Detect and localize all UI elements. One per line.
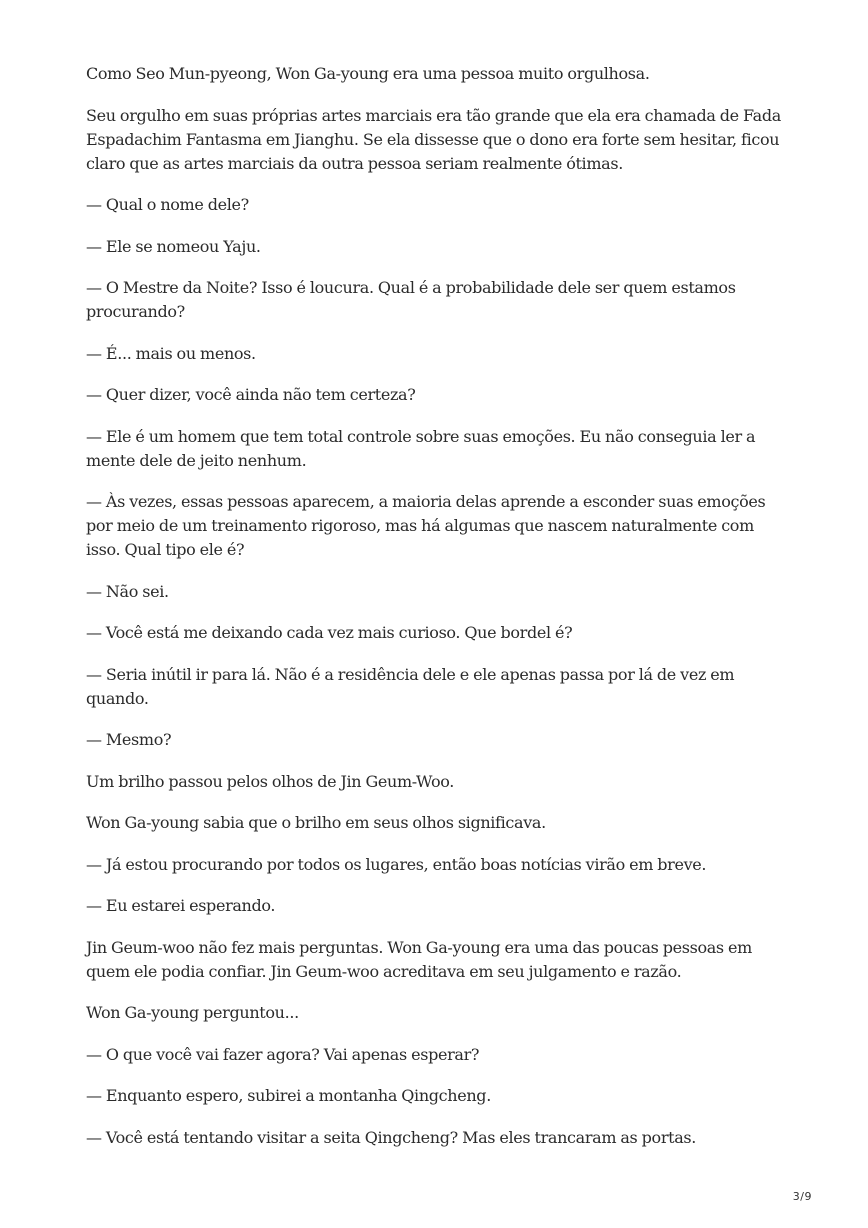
paragraph: — Mesmo? (86, 730, 172, 749)
paragraph: — Às vezes, essas pessoas aparecem, a maioria delas aprende a esconder suas emoções por meio de um treinamento rigoroso, mas há algumas que nascem naturalmente com isso. Qual tipo ele é? (86, 492, 766, 559)
paragraph: Seu orgulho em suas próprias artes marciais era tão grande que ela era chamada de Fada Espadachim Fantasma em Jianghu. Se ela dissesse que o dono era forte sem hesitar, ficou claro que as artes marciais da outra pessoa seriam realmente ótimas. (86, 105, 781, 173)
paragraph: Como Seo Mun-pyeong, Won Ga-young era uma pessoa muito orgulhosa. (86, 64, 650, 83)
paragraph: — Você está tentando visitar a seita Qingcheng? Mas eles trancaram as portas. (86, 1127, 696, 1147)
paragraph: — Enquanto espero, subirei a montanha Qingcheng. (86, 1086, 491, 1105)
page-number: 3/9 (792, 1190, 812, 1203)
document-page (86, 62, 786, 1167)
paragraph: — Ele se nomeou Yaju. (86, 236, 261, 256)
paragraph: — O Mestre da Noite? Isso é loucura. Qual é a probabilidade dele ser quem estamos procurando? (86, 278, 736, 321)
paragraph: — Você está me deixando cada vez mais curioso. Que bordel é? (86, 623, 573, 642)
paragraph: — Qual o nome dele? (86, 195, 249, 214)
paragraph: — Ele é um homem que tem total controle sobre suas emoções. Eu não conseguia ler a mente dele de jeito nenhum. (86, 426, 756, 470)
paragraph: — Já estou procurando por todos os lugares, então boas notícias virão em breve. (86, 854, 707, 874)
paragraph: Um brilho passou pelos olhos de Jin Geum-Woo. (86, 771, 455, 791)
paragraph: Won Ga-young perguntou... (86, 1003, 299, 1022)
paragraph: — O que você vai fazer agora? Vai apenas esperar? (86, 1044, 480, 1064)
paragraph: — Eu estarei esperando. (86, 896, 276, 915)
paragraph: — É... mais ou menos. (86, 343, 256, 363)
paragraph: Won Ga-young sabia que o brilho em seus olhos significava. (86, 813, 546, 832)
paragraph: — Seria inútil ir para lá. Não é a residência dele e ele apenas passa por lá de vez em quando. (86, 664, 735, 708)
paragraph: — Não sei. (86, 581, 169, 601)
paragraph: — Quer dizer, você ainda não tem certeza? (86, 385, 416, 404)
paragraph: Jin Geum-woo não fez mais perguntas. Won Ga-young era uma das poucas pessoas em quem ele podia confiar. Jin Geum-woo acreditava em seu julgamento e razão. (86, 937, 752, 981)
